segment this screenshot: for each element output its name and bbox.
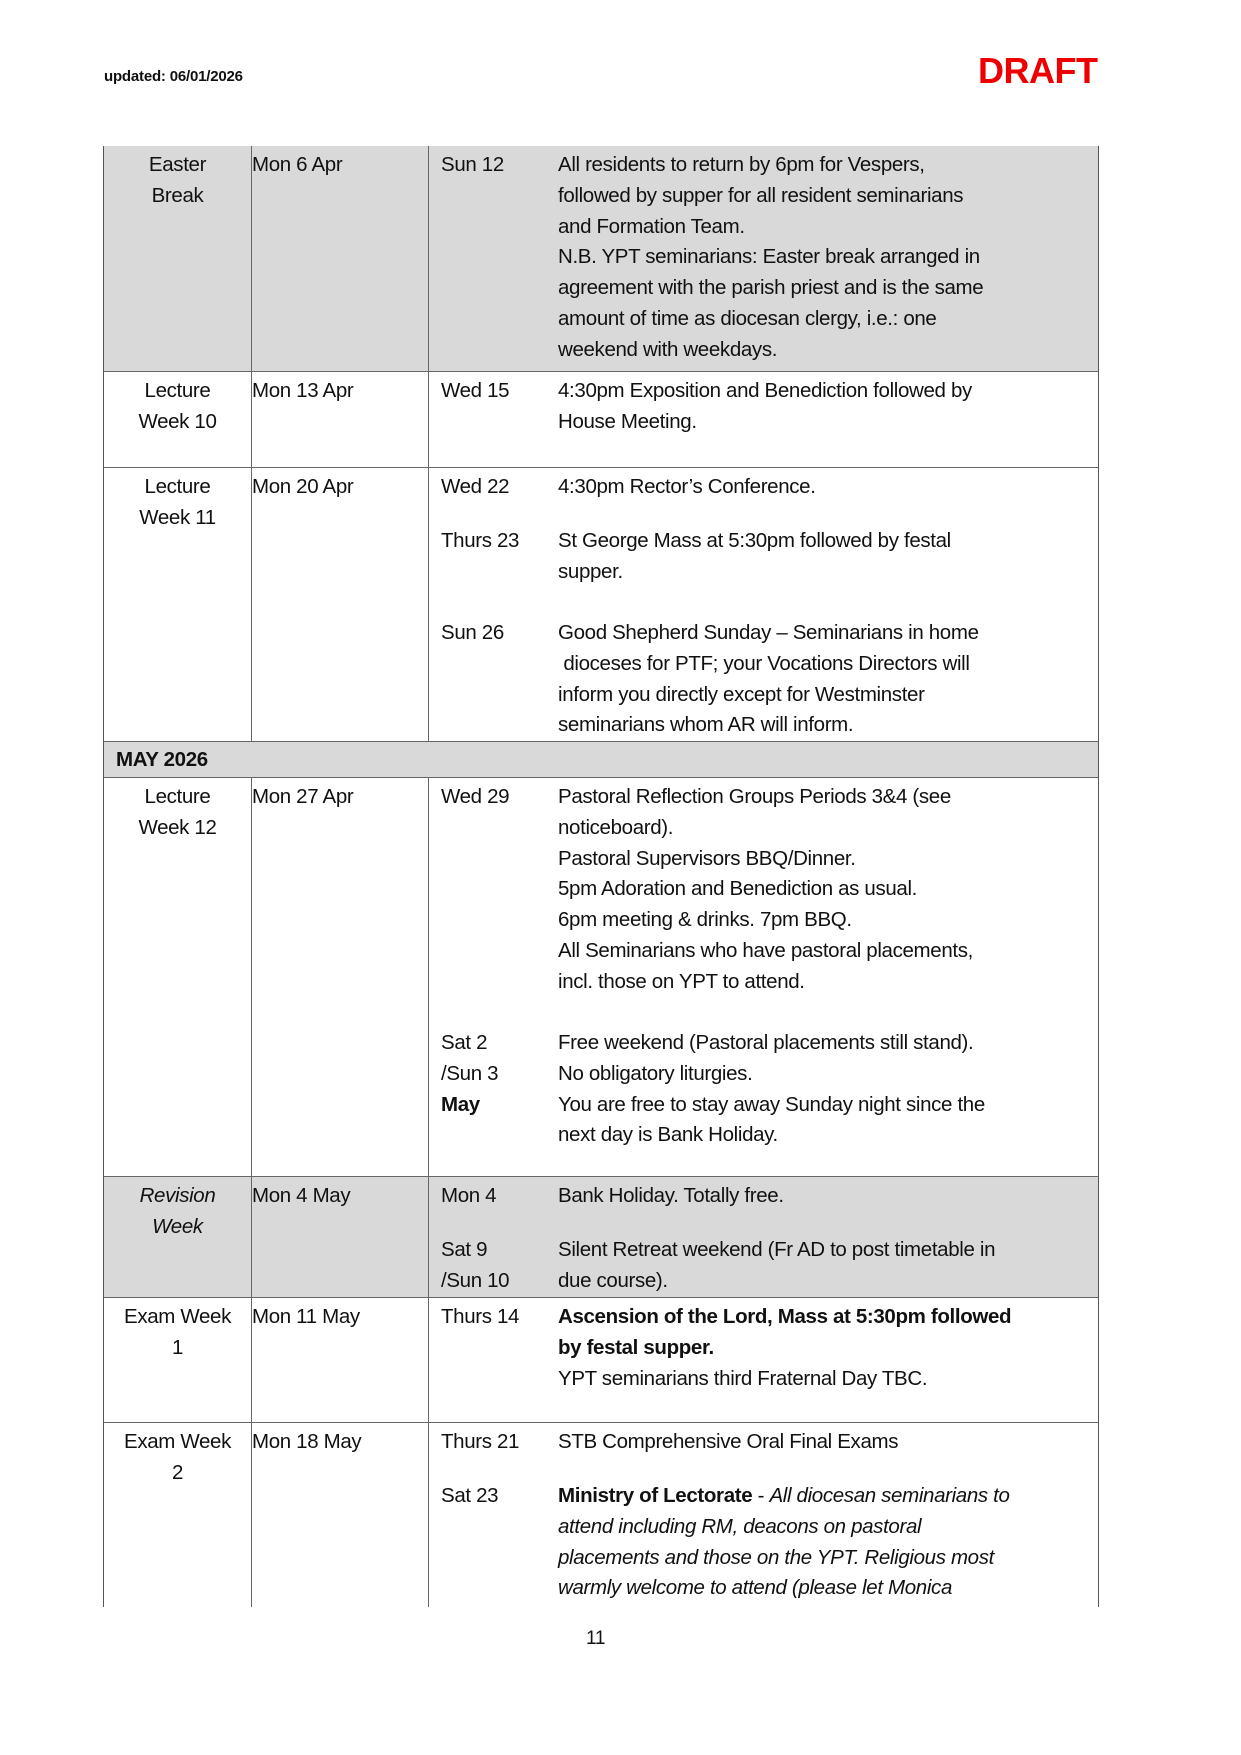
date-cell — [252, 372, 429, 467]
description-line: Pastoral Reflection Groups Periods 3&4 (see — [558, 785, 951, 808]
events-cell — [429, 468, 1098, 741]
week-label: Exam Week — [124, 1305, 231, 1328]
week-start-date: Mon 18 May — [252, 1430, 362, 1453]
date-cell — [252, 1298, 429, 1422]
ministry-title: Ministry of Lectorate — [558, 1484, 753, 1507]
week-cell — [104, 468, 252, 741]
description-line: 4:30pm Exposition and Benediction followed by — [558, 379, 972, 402]
description-line: and Formation Team. — [558, 214, 745, 238]
week-label: Lecture — [144, 475, 211, 498]
description-line: Good Shepherd Sunday – Seminarians in home — [558, 621, 979, 644]
week-cell — [104, 146, 252, 371]
week-cell — [104, 1423, 252, 1607]
description-line: followed by supper for all resident seminarians — [558, 183, 964, 207]
event-day: Wed 15 — [441, 379, 510, 402]
updated-date: updated: 06/01/2026 — [104, 68, 243, 85]
events-cell — [429, 1298, 1098, 1422]
description-line: 4:30pm Rector’s Conference. — [558, 475, 816, 498]
week-start-date: Mon 20 Apr — [252, 475, 354, 498]
week-label: Break — [151, 183, 204, 207]
event-description — [558, 376, 1090, 438]
event-day-month: May — [441, 1092, 480, 1116]
table-row-lecture-week-12 — [103, 778, 1099, 1177]
event-day: Sun 26 — [441, 621, 504, 644]
week-label: Exam Week — [124, 1430, 231, 1453]
description-line-italic: placements and those on the YPT. Religious most — [558, 1545, 994, 1569]
events-cell — [429, 778, 1098, 1176]
event-description — [558, 150, 1090, 366]
week-cell — [104, 372, 252, 467]
table-row-exam-week-2 — [103, 1423, 1099, 1607]
description-line: 6pm meeting & drinks. 7pm BBQ. — [558, 908, 852, 932]
description-line: weekend with weekdays. — [558, 337, 778, 361]
event-day: Sat 2 — [441, 1031, 488, 1054]
date-cell — [252, 468, 429, 741]
date-cell — [252, 1177, 429, 1297]
week-label: 2 — [171, 1460, 184, 1484]
table-row-exam-week-1 — [103, 1298, 1099, 1423]
description-line: agreement with the parish priest and is the same — [558, 276, 984, 300]
event-day: Thurs 21 — [441, 1430, 520, 1453]
description-line: next day is Bank Holiday. — [558, 1123, 778, 1147]
description-line: amount of time as diocesan clergy, i.e.: one — [558, 306, 937, 330]
event-description — [558, 526, 1090, 588]
description-line: incl. those on YPT to attend. — [558, 969, 805, 993]
week-cell — [104, 778, 252, 1176]
description-line: Silent Retreat weekend (Fr AD to post timetable in — [558, 1238, 996, 1261]
description-line: 5pm Adoration and Benediction as usual. — [558, 877, 918, 901]
page-number: 11 — [586, 1628, 606, 1649]
week-cell — [104, 1298, 252, 1422]
description-line-italic: attend including RM, deacons on pastoral — [558, 1514, 922, 1538]
description-line: noticeboard). — [558, 815, 674, 839]
separator: - — [752, 1484, 770, 1507]
description-line: N.B. YPT seminarians: Easter break arranged in — [558, 245, 980, 269]
event-description — [558, 1427, 1090, 1458]
events-cell — [429, 1423, 1098, 1607]
week-start-date: Mon 11 May — [252, 1305, 360, 1328]
week-label: Week 12 — [138, 815, 217, 839]
draft-stamp: DRAFT — [978, 50, 1098, 91]
event-description — [558, 1235, 1090, 1297]
week-label: Easter — [148, 153, 207, 176]
date-cell — [252, 778, 429, 1176]
description-line: dioceses for PTF; your Vocations Directors will — [558, 651, 970, 675]
description-line: YPT seminarians third Fraternal Day TBC. — [558, 1366, 928, 1390]
event-description — [558, 782, 1090, 998]
description-line-italic: warmly welcome to attend (please let Monica — [558, 1576, 952, 1600]
date-cell — [252, 146, 429, 371]
event-description — [558, 1302, 1090, 1394]
week-cell — [104, 1177, 252, 1297]
event-day: Mon 4 — [441, 1184, 497, 1207]
events-cell — [429, 372, 1098, 467]
week-start-date: Mon 6 Apr — [252, 153, 343, 176]
event-day: Sat 23 — [441, 1484, 499, 1507]
description-line-bold: Ascension of the Lord, Mass at 5:30pm followed — [558, 1305, 1012, 1328]
week-start-date: Mon 27 Apr — [252, 785, 354, 808]
description-italic: All diocesan seminarians to — [769, 1484, 1010, 1507]
event-day: Wed 29 — [441, 785, 510, 808]
event-day: /Sun 3 — [441, 1061, 499, 1085]
week-start-date: Mon 4 May — [252, 1184, 351, 1207]
description-line: due course). — [558, 1268, 668, 1292]
description-line: STB Comprehensive Oral Final Exams — [558, 1430, 899, 1453]
description-line: St George Mass at 5:30pm followed by festal — [558, 529, 951, 552]
week-label: Week 10 — [138, 409, 217, 433]
description-line: No obligatory liturgies. — [558, 1061, 753, 1085]
description-line: You are free to stay away Sunday night since the — [558, 1092, 985, 1116]
event-day: Sat 9 — [441, 1238, 488, 1261]
event-day: Thurs 14 — [441, 1305, 520, 1328]
event-description — [558, 472, 1090, 503]
week-label: Revision — [139, 1184, 216, 1207]
calendar-table — [103, 146, 1099, 1607]
event-day: Wed 22 — [441, 475, 510, 498]
week-label: Week — [152, 1214, 203, 1238]
table-row-lecture-week-10 — [103, 372, 1099, 468]
week-start-date: Mon 13 Apr — [252, 379, 354, 402]
week-label: 1 — [171, 1335, 184, 1359]
event-description — [558, 1028, 1090, 1151]
description-line: Bank Holiday. Totally free. — [558, 1184, 784, 1207]
description-line-bold: by festal supper. — [558, 1335, 714, 1359]
month-heading: MAY 2026 — [116, 748, 208, 771]
week-label: Lecture — [144, 785, 211, 808]
event-description — [558, 1181, 1090, 1212]
table-row-easter-break — [103, 146, 1099, 372]
date-cell — [252, 1423, 429, 1607]
event-day: Sun 12 — [441, 153, 504, 176]
description-line: House Meeting. — [558, 409, 697, 433]
description-line: Free weekend (Pastoral placements still stand). — [558, 1031, 974, 1054]
description-line: All Seminarians who have pastoral placements, — [558, 938, 973, 962]
events-cell — [429, 1177, 1098, 1297]
description-line: inform you directly except for Westminster — [558, 682, 925, 706]
event-day: Thurs 23 — [441, 529, 520, 552]
month-band-may-2026 — [103, 742, 1099, 778]
week-label: Week 11 — [139, 505, 216, 529]
table-row-revision-week — [103, 1177, 1099, 1298]
event-description — [558, 1481, 1090, 1604]
description-line: seminarians whom AR will inform. — [558, 713, 854, 737]
description-line: All residents to return by 6pm for Vespers, — [558, 153, 925, 176]
table-row-lecture-week-11 — [103, 468, 1099, 742]
event-description — [558, 618, 1090, 741]
events-cell — [429, 146, 1098, 371]
description-line: supper. — [558, 559, 623, 583]
week-label: Lecture — [144, 379, 211, 402]
description-line: Pastoral Supervisors BBQ/Dinner. — [558, 846, 856, 870]
event-day: /Sun 10 — [441, 1268, 510, 1292]
